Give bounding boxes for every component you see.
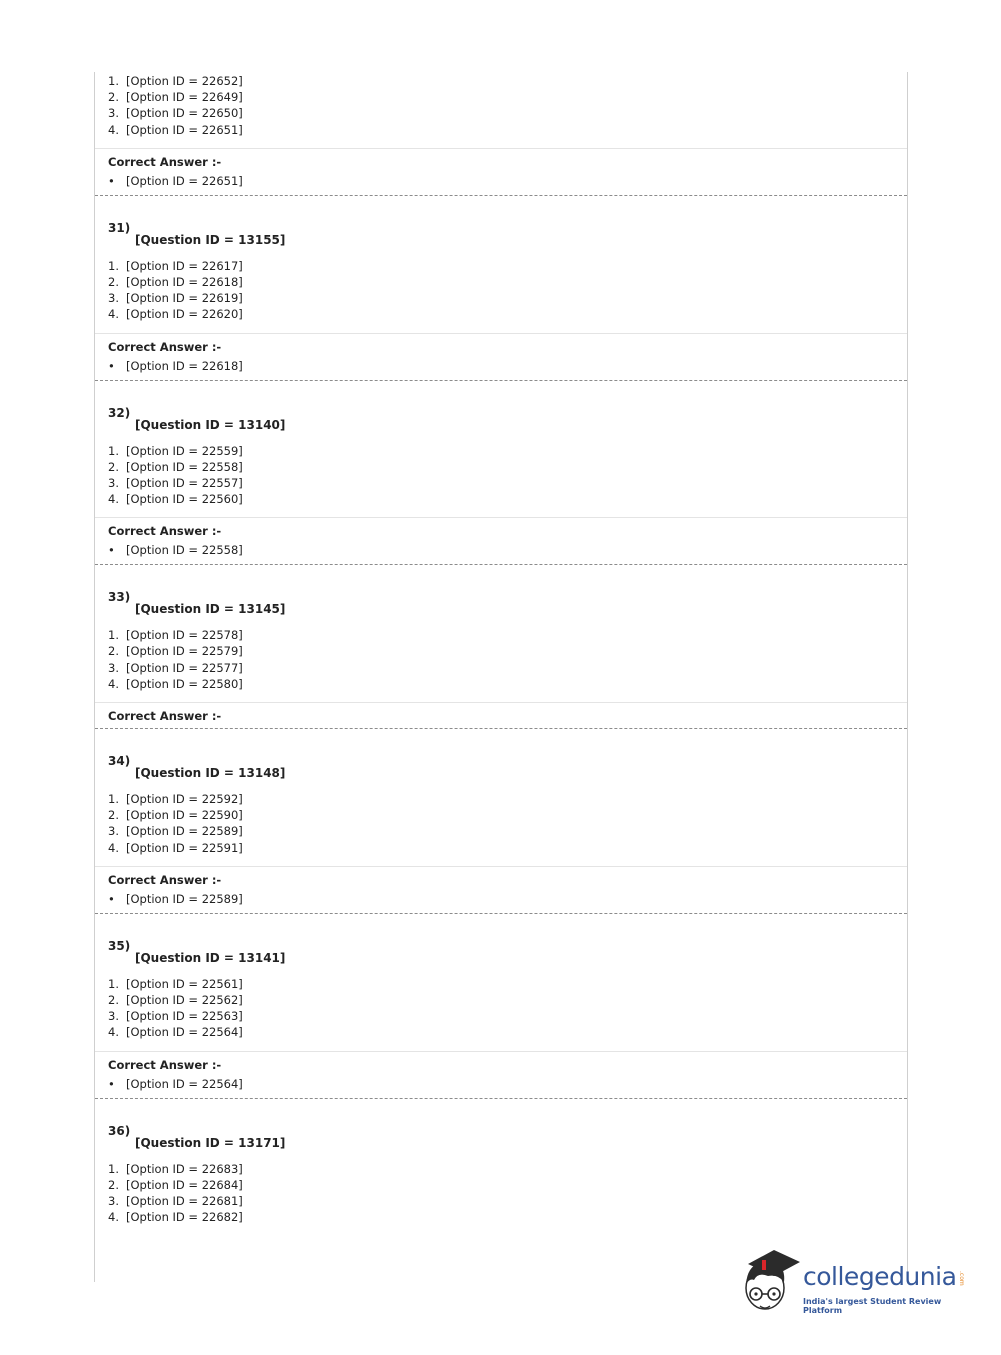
question-id: [Question ID = 13145] [135, 602, 286, 617]
option-item: 3. [Option ID = 22563] [108, 1009, 243, 1024]
correct-answer-item: • [Option ID = 22651] [108, 173, 243, 188]
option-item: 4. [Option ID = 22564] [108, 1025, 243, 1040]
option-item: 2. [Option ID = 22618] [108, 274, 243, 289]
bullet: • [108, 1076, 115, 1091]
question-id: [Question ID = 13140] [135, 417, 286, 432]
correct-answer-item: • [Option ID = 22618] [108, 358, 243, 373]
option-item: 1. [Option ID = 22561] [108, 976, 243, 991]
correct-answer-title: Correct Answer :- [108, 339, 222, 354]
correct-answer-title: Correct Answer :- [108, 154, 222, 169]
question-number: 31) [108, 220, 131, 235]
logo-domain-suffix: .com [958, 1271, 965, 1286]
question-header [95, 914, 907, 966]
question-number: 34) [108, 754, 131, 768]
option-list [95, 781, 907, 856]
answer-key-page [94, 72, 908, 1282]
option-item: 3. [Option ID = 22589] [108, 824, 243, 839]
question-block [95, 381, 907, 566]
bullet: • [108, 358, 115, 373]
correct-answer-section [95, 866, 907, 913]
question-id: [Question ID = 13141] [135, 950, 286, 965]
option-item: 1. [Option ID = 22578] [108, 628, 243, 643]
option-item: 2. [Option ID = 22649] [108, 90, 243, 105]
option-item: 3. [Option ID = 22557] [108, 475, 243, 490]
question-header [95, 565, 907, 617]
question-30-continuation [95, 72, 907, 195]
option-item: 3. [Option ID = 22577] [108, 660, 243, 675]
mascot-icon [740, 1246, 802, 1320]
logo-wordmark: collegedunia [803, 1262, 957, 1291]
correct-answer-title: Correct Answer :- [108, 524, 222, 539]
option-item: 3. [Option ID = 22650] [108, 106, 243, 121]
option-item: 4. [Option ID = 22591] [108, 840, 243, 855]
bullet: • [108, 891, 115, 906]
correct-answer-item: • [Option ID = 22564] [108, 1076, 243, 1091]
option-item: 1. [Option ID = 22592] [108, 792, 243, 806]
correct-answer-item: • [Option ID = 22589] [108, 891, 243, 906]
question-block [95, 729, 907, 914]
collegedunia-logo [740, 1246, 972, 1320]
option-item: 3. [Option ID = 22681] [108, 1193, 243, 1208]
option-item: 2. [Option ID = 22558] [108, 459, 243, 474]
option-item: 1. [Option ID = 22683] [108, 1161, 243, 1176]
question-header [95, 196, 907, 248]
option-item: 1. [Option ID = 22652] [108, 74, 243, 88]
bullet: • [108, 173, 115, 188]
correct-answer-title: Correct Answer :- [108, 709, 222, 723]
question-block [95, 196, 907, 381]
question-number: 35) [108, 938, 131, 953]
option-item: 4. [Option ID = 22580] [108, 676, 243, 691]
question-number: 36) [108, 1123, 131, 1138]
option-list [95, 248, 907, 323]
option-item: 2. [Option ID = 22590] [108, 808, 243, 823]
correct-answer-section [95, 702, 907, 728]
option-list [95, 1151, 907, 1226]
question-block [95, 565, 907, 729]
correct-answer-title: Correct Answer :- [108, 872, 222, 887]
bullet: • [108, 543, 115, 558]
option-item: 4. [Option ID = 22560] [108, 492, 243, 507]
question-number: 32) [108, 405, 131, 420]
option-list [95, 966, 907, 1041]
option-item: 4. [Option ID = 22620] [108, 307, 243, 322]
correct-answer-section [95, 517, 907, 564]
question-block [95, 914, 907, 1099]
correct-answer-section [95, 148, 907, 195]
option-list [95, 72, 907, 138]
option-item: 4. [Option ID = 22651] [108, 122, 243, 137]
question-header [95, 729, 907, 781]
option-list [95, 433, 907, 508]
option-item: 2. [Option ID = 22684] [108, 1177, 243, 1192]
question-id: [Question ID = 13171] [135, 1135, 286, 1150]
correct-answer-item: • [Option ID = 22558] [108, 543, 243, 558]
option-item: 1. [Option ID = 22617] [108, 258, 243, 273]
option-item: 2. [Option ID = 22562] [108, 992, 243, 1007]
question-id: [Question ID = 13148] [135, 766, 286, 780]
question-number: 33) [108, 590, 131, 605]
logo-tagline: India's largest Student Review Platform [803, 1297, 942, 1315]
option-item: 2. [Option ID = 22579] [108, 644, 243, 659]
option-item: 4. [Option ID = 22682] [108, 1210, 243, 1225]
correct-answer-section [95, 1051, 907, 1098]
correct-answer-title: Correct Answer :- [108, 1057, 222, 1072]
question-header [95, 1099, 907, 1151]
option-item: 3. [Option ID = 22619] [108, 291, 243, 306]
question-header [95, 381, 907, 433]
option-item: 1. [Option ID = 22559] [108, 443, 243, 458]
option-list [95, 617, 907, 692]
correct-answer-section [95, 333, 907, 380]
question-block [95, 1099, 907, 1226]
question-id: [Question ID = 13155] [135, 232, 286, 247]
